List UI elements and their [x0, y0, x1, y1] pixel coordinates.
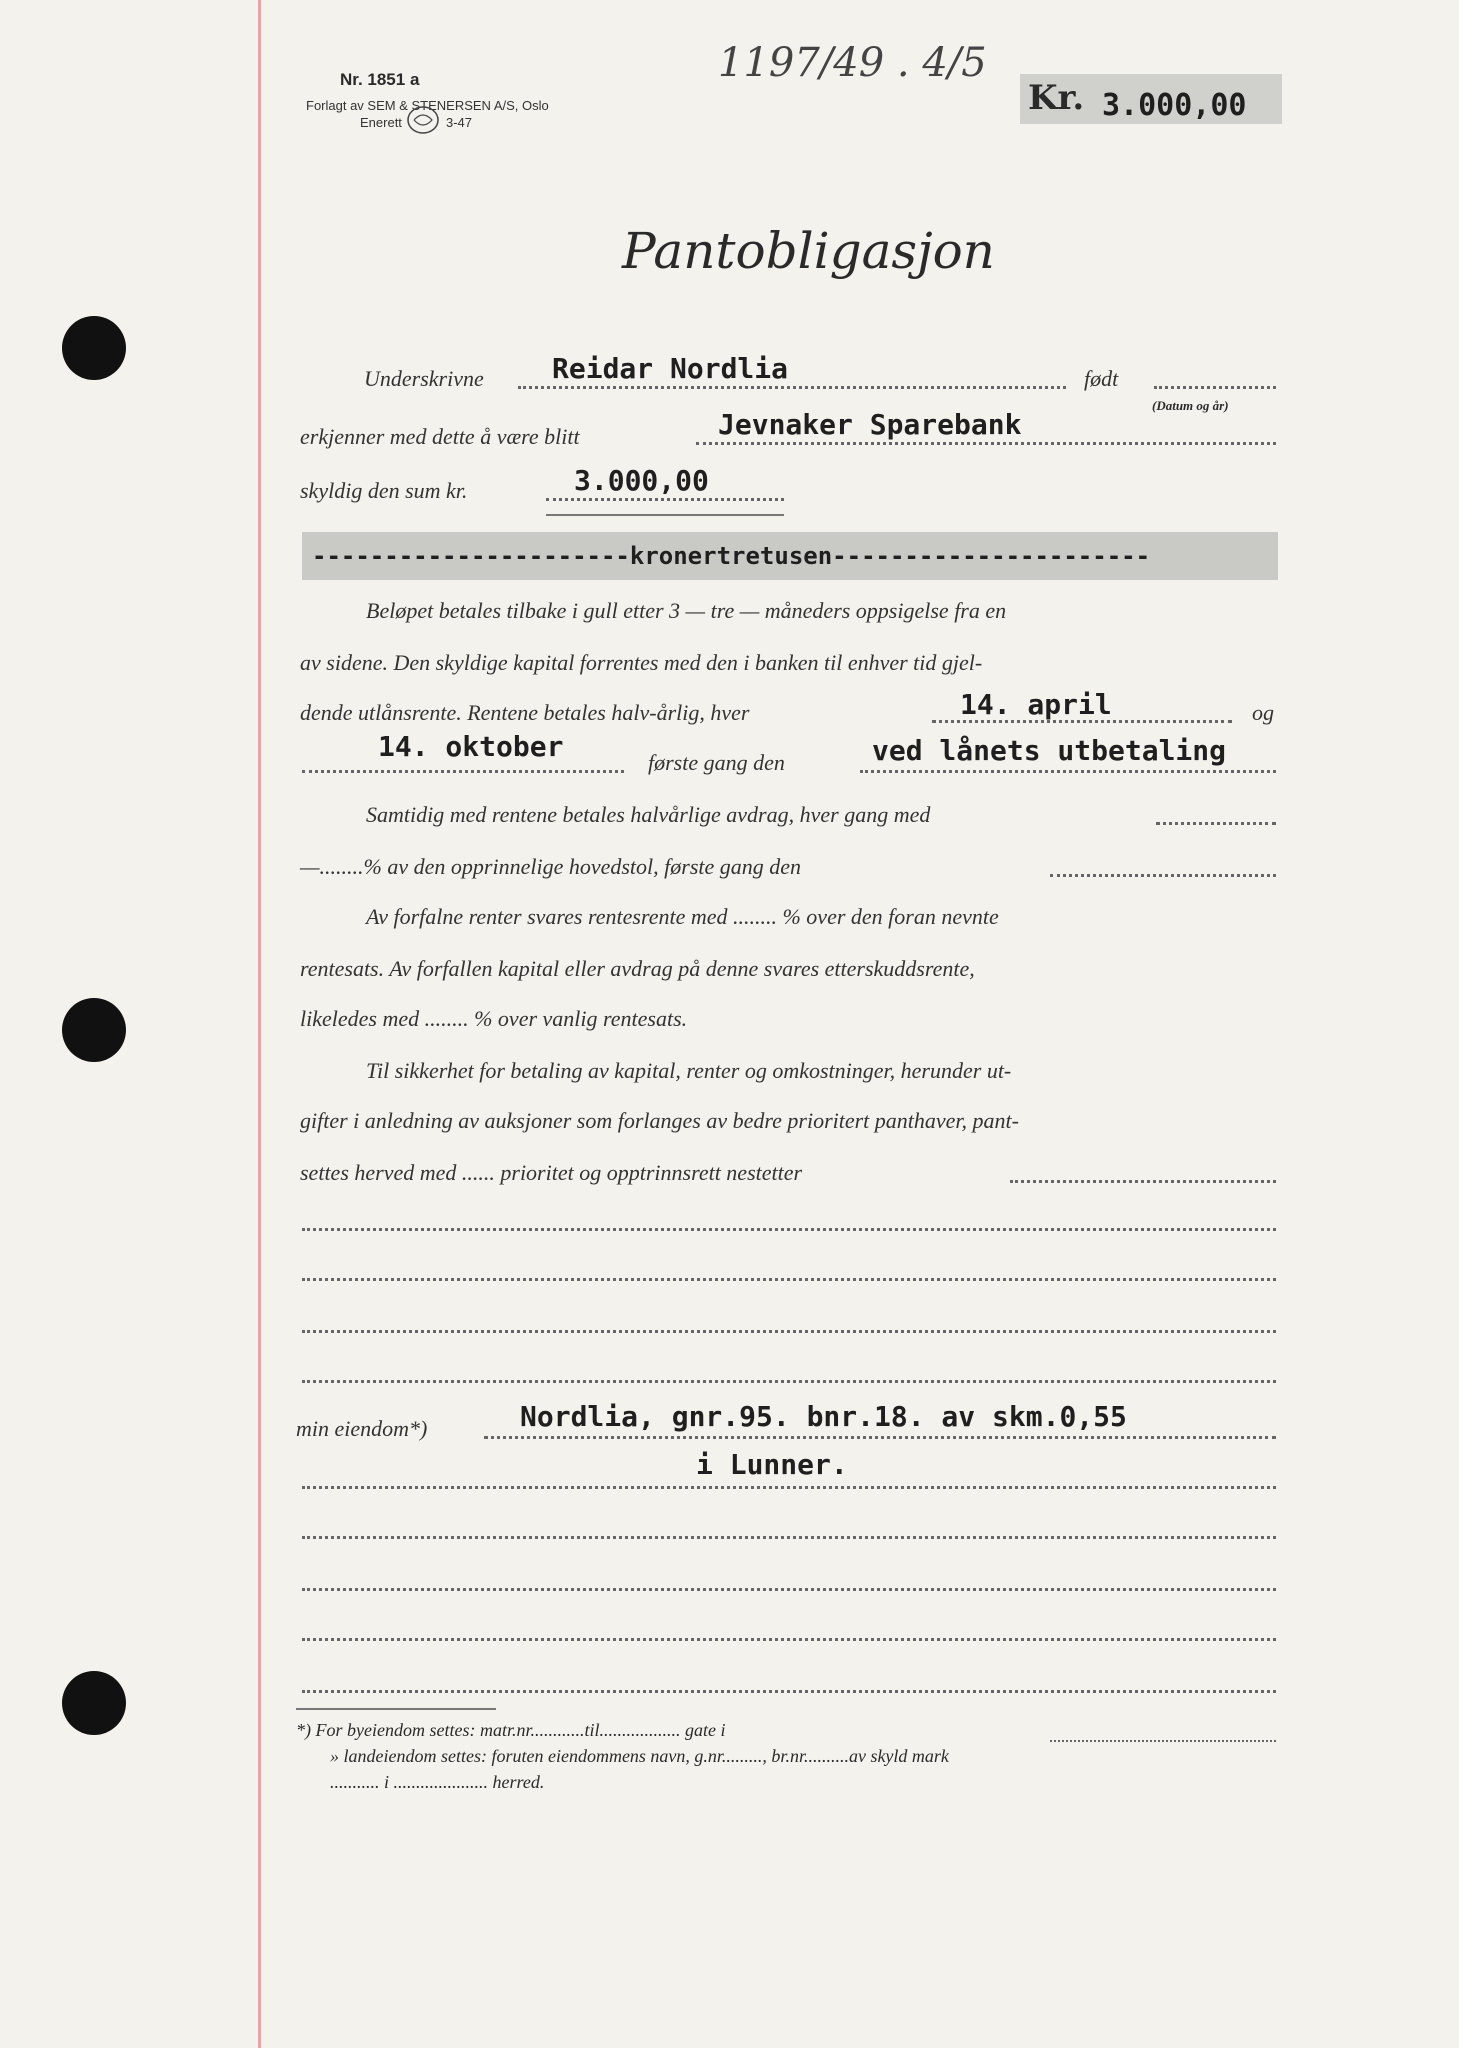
dotted-line: [1050, 874, 1276, 877]
punch-hole-icon: [62, 998, 126, 1062]
dotted-line: [484, 1436, 1276, 1439]
footnote-line1: *) For byeiendom settes: matr.nr............til.................. gate i: [296, 1720, 726, 1740]
p4-line1: Til sikkerhet for betaling av kapital, renter og omkostninger, herunder ut-: [366, 1058, 1012, 1083]
skyldig-label: skyldig den sum kr.: [300, 478, 468, 503]
dotted-line: [1010, 1180, 1276, 1183]
p4-line3: settes herved med ...... prioritet og opptrinnsrett nestetter: [300, 1160, 803, 1185]
first-payment-value: ved lånets utbetaling: [872, 734, 1227, 767]
kr-amount: 3.000,00: [1102, 88, 1247, 123]
p1-line1: Beløpet betales tilbake i gull etter 3 — tre — måneders oppsigelse fra en: [366, 598, 1007, 623]
eiendom-value-1: Nordlia, gnr.95. bnr.18. av skm.0,55: [520, 1400, 1127, 1433]
p3-line2: rentesats. Av forfallen kapital eller avdrag på denne svares etterskuddsrente,: [300, 956, 975, 981]
punch-hole-icon: [62, 1671, 126, 1735]
dotted-line: [302, 1278, 1276, 1281]
dotted-line: [696, 442, 1276, 445]
dotted-line: [1156, 822, 1276, 825]
og-label: og: [1252, 700, 1274, 725]
dotted-line: [302, 1588, 1276, 1591]
publisher-line: Forlagt av SEM & STENERSEN A/S, Oslo: [306, 98, 549, 113]
creditor-value: Jevnaker Sparebank: [718, 408, 1022, 441]
red-margin-line: [258, 0, 261, 2048]
underline: [546, 514, 784, 516]
interest-date-2: 14. oktober: [378, 730, 564, 763]
eiendom-label: min eiendom*): [296, 1416, 428, 1441]
kr-label: Kr.: [1028, 78, 1085, 118]
form-number: Nr. 1851 a: [340, 70, 420, 89]
dotted-line: [302, 1536, 1276, 1539]
dotted-line: [302, 1330, 1276, 1333]
dotted-line: [302, 1486, 1276, 1489]
p2-line2: —........% av den opprinnelige hovedstol, første gang den: [300, 854, 802, 879]
p3-line3: likeledes med ........ % over vanlig rentesats.: [300, 1006, 688, 1031]
p1-line2: av sidene. Den skyldige kapital forrentes med den i banken til enhver tid gjel-: [300, 650, 983, 675]
p1-line3: dende utlånsrente. Rentene betales halv-årlig, hver: [300, 700, 750, 725]
datum-hint: (Datum og år): [1152, 398, 1229, 413]
publisher-enerett: Enerett: [360, 115, 402, 130]
underskrivne-label: Underskrivne: [364, 366, 484, 391]
p3-line1: Av forfalne renter svares rentesrente med ........ % over den foran nevnte: [366, 904, 999, 929]
dotted-line: [302, 770, 624, 773]
interest-date-1: 14. april: [960, 688, 1112, 721]
dotted-line: [302, 1638, 1276, 1641]
dotted-line: [302, 1228, 1276, 1231]
p4-line2: gifter i anledning av auksjoner som forlanges av bedre prioritert panthaver, pant-: [300, 1108, 1019, 1133]
handwritten-reference: 1197/49 . 4/5: [718, 40, 987, 86]
dotted-line: [860, 770, 1276, 773]
amount-words: ----------------------kronertretusen----------------------: [312, 542, 1151, 570]
footnote-rule: [296, 1708, 496, 1710]
fodt-label: født: [1084, 366, 1119, 391]
footnote-line3: ........... i ..................... herred.: [330, 1772, 545, 1792]
dotted-line: [302, 1380, 1276, 1383]
sum-value: 3.000,00: [574, 464, 709, 497]
document-title: Pantobligasjon: [622, 222, 995, 280]
dotted-line: [302, 1690, 1276, 1693]
dotted-line: [1154, 386, 1276, 389]
dotted-line: [518, 386, 1066, 389]
punch-hole-icon: [62, 316, 126, 380]
dotted-line: [1050, 1740, 1276, 1742]
dotted-line: [546, 498, 784, 501]
erkjenner-label: erkjenner med dette å være blitt: [300, 424, 580, 449]
publisher-logo-icon: [406, 104, 440, 136]
footnote-line2: » landeiendom settes: foruten eiendommens navn, g.nr........., br.nr..........av skyld mark: [330, 1746, 949, 1766]
publisher-date: 3-47: [446, 115, 473, 130]
forste-gang-label: første gang den: [648, 750, 785, 775]
underskrivne-value: Reidar Nordlia: [552, 352, 789, 385]
eiendom-value-2: i Lunner.: [696, 1448, 848, 1481]
p2-line1: Samtidig med rentene betales halvårlige avdrag, hver gang med: [366, 802, 931, 827]
